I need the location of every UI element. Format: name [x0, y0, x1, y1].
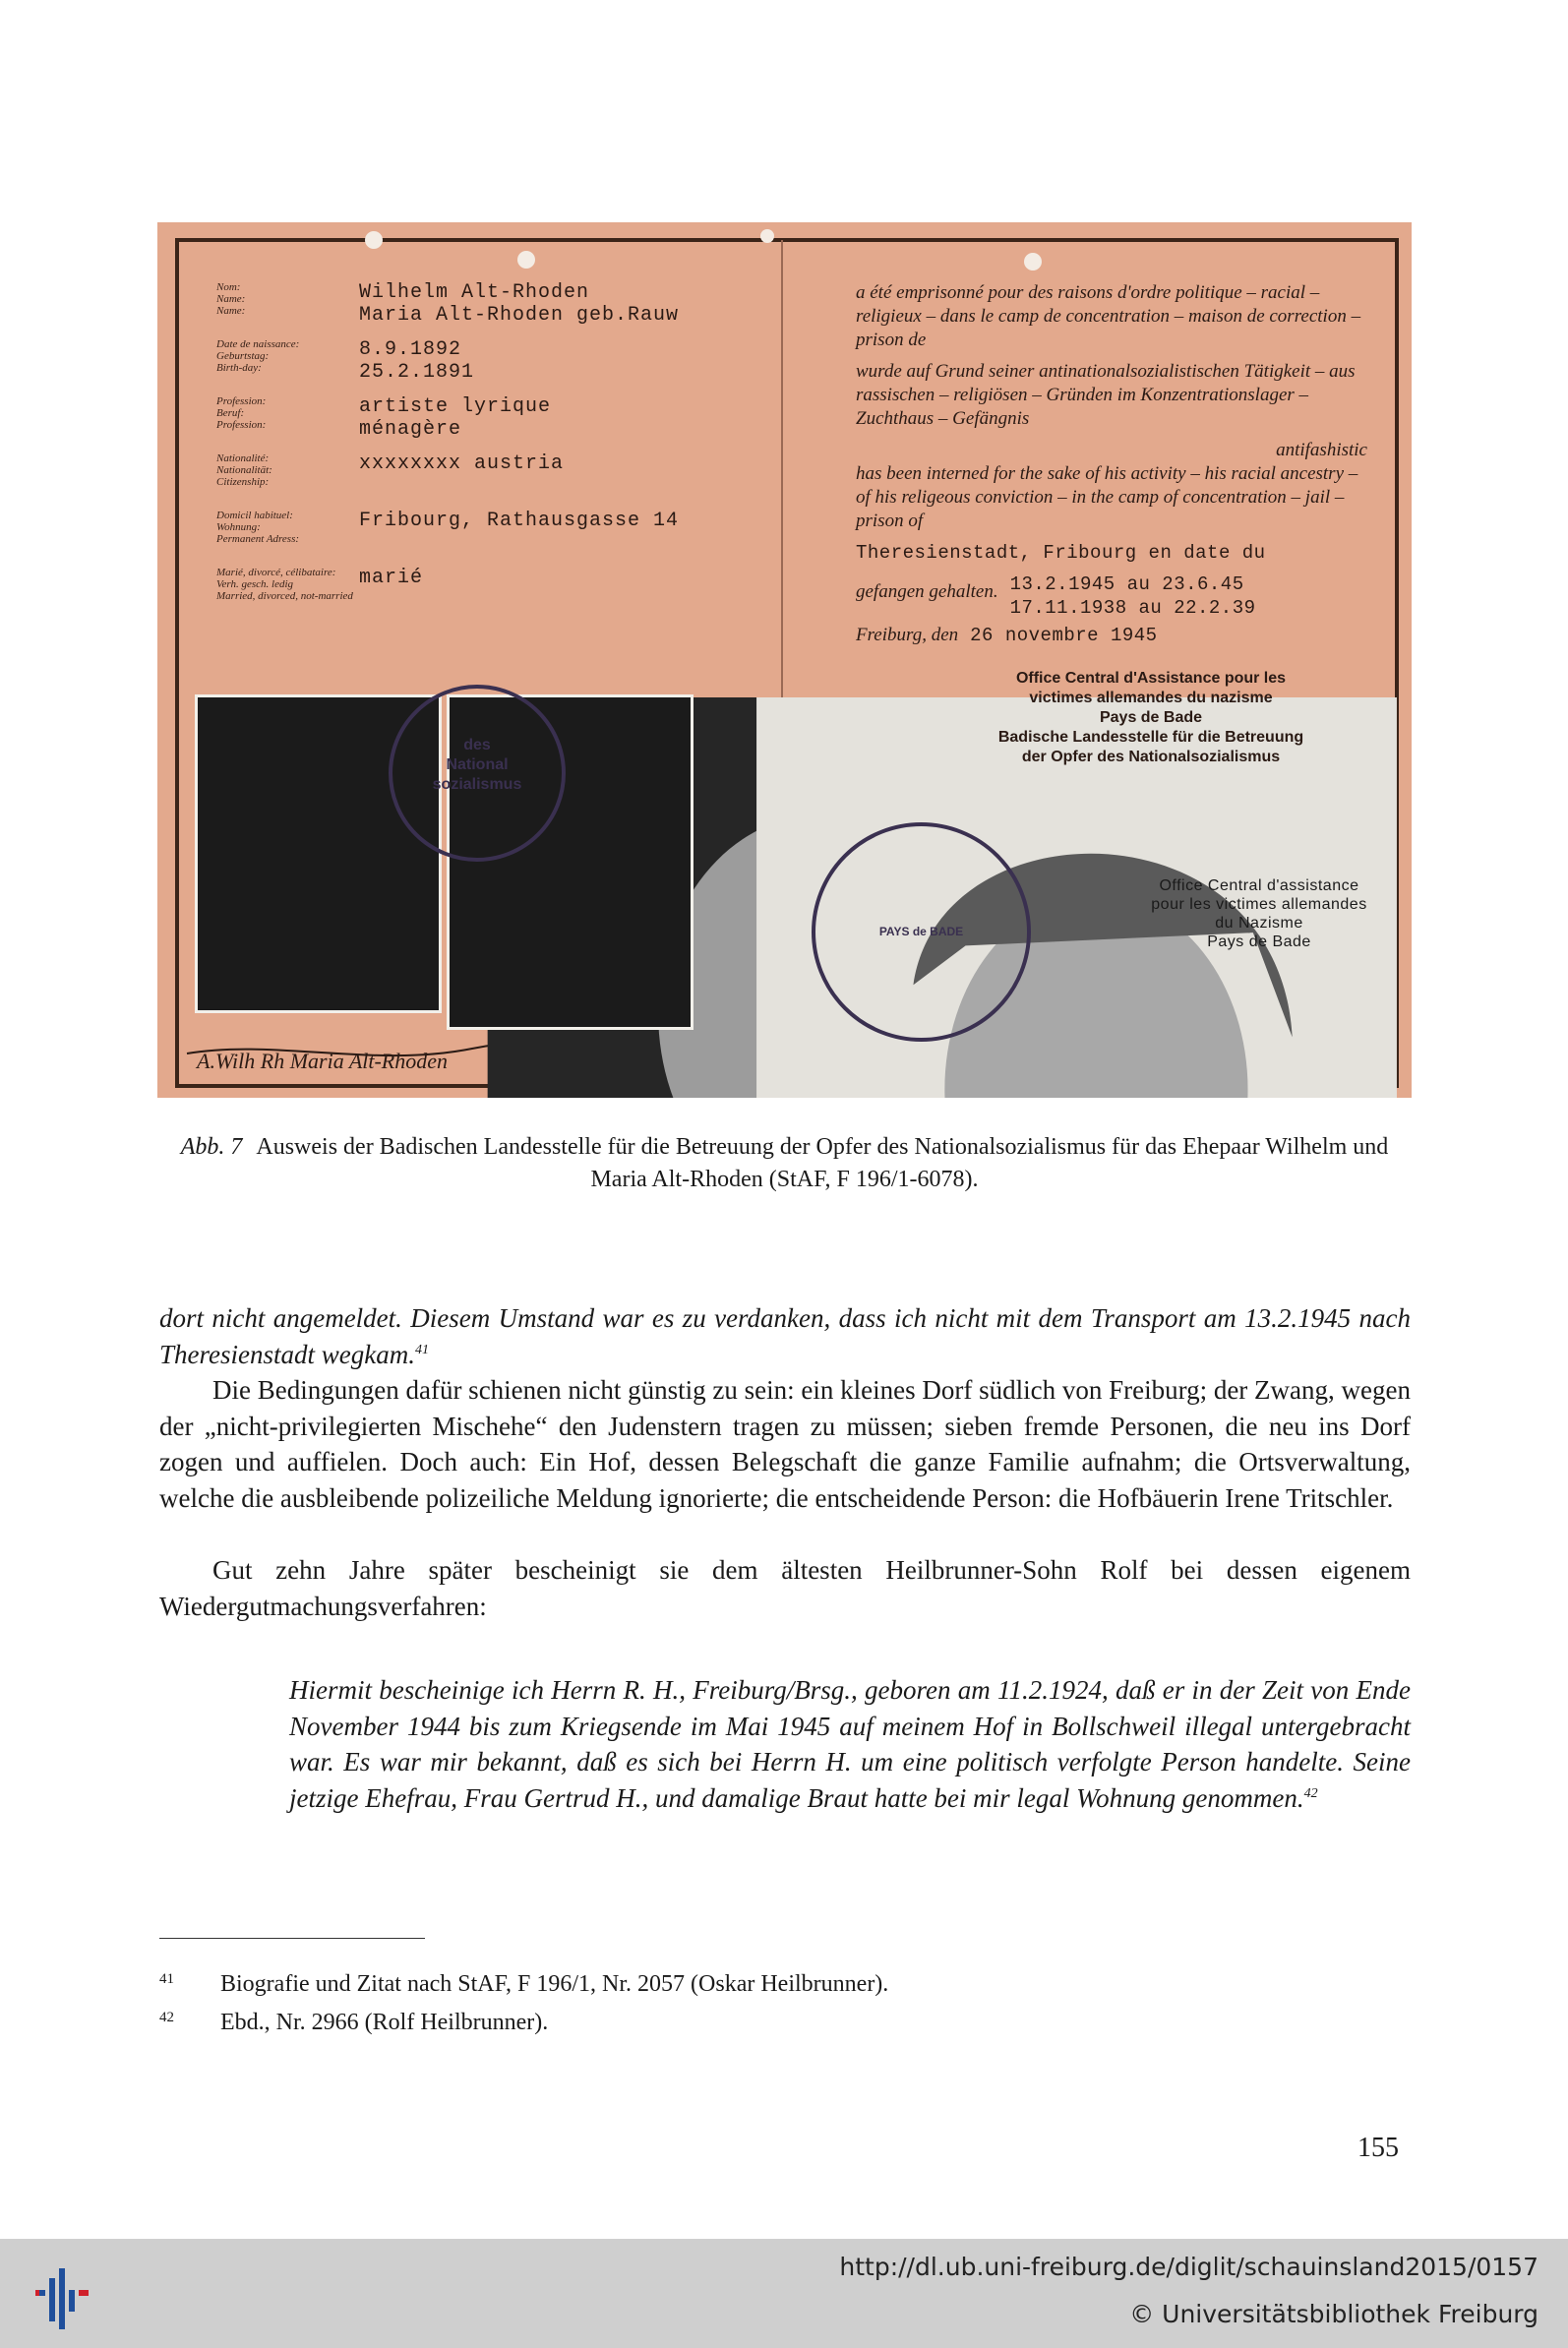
declaration-dates — [856, 569, 1367, 624]
card-row-marital-status — [216, 567, 748, 624]
card-row-birthday — [216, 338, 748, 395]
office-stamp-line: Pays de Bade — [1207, 933, 1311, 950]
card-label: Domicil habituel: Wohnung: Permanent Adress: — [216, 510, 300, 545]
card-row-nationality — [216, 452, 748, 510]
office-line: Badische Landesstelle für die Betreuung — [997, 729, 1304, 746]
card-row-profession — [216, 395, 748, 452]
card-value: artiste lyrique ménagère — [359, 395, 552, 441]
quote-text: Hiermit bescheinige ich Herrn R. H., Freiburg/Brsg., geboren am 11.2.1924, daß er in der Zeit von Ende November 1944 bis zum Kriegsende im Mai 1945 auf meinem Hof in Bollschweil illegal untergebracht war. Es war mir bekannt, daß es sich bei Herrn H. um eine politisch verfolgte Person handelte. Seine jetzige Ehefrau, Frau Gertrud H., und damalige Braut hatte bei mir legal Wohnung genommen. — [289, 1675, 1411, 1813]
footnote-divider — [159, 1938, 425, 1939]
card-label: Nationalité: Nationalität: Citizenship: — [216, 452, 272, 488]
declaration-place: Theresienstadt, Fribourg en date du — [856, 542, 1266, 564]
card-row-name — [216, 281, 748, 338]
footnote-ref[interactable]: 41 — [414, 1342, 429, 1357]
footnote-number: 42 — [159, 2010, 174, 2025]
card-value: Fribourg, Rathausgasse 14 — [359, 510, 680, 532]
footnote-text: Biografie und Zitat nach StAF, F 196/1, Nr. 2057 (Oskar Heilbrunner). — [220, 1971, 889, 1997]
office-line: Office Central d'Assistance pour les — [1015, 670, 1287, 687]
footnote-41 — [159, 1964, 1340, 1999]
card-label: Profession: Beruf: Profession: — [216, 395, 267, 431]
issue-date — [856, 624, 1367, 655]
issue-date-label: Freiburg, den — [856, 625, 959, 645]
office-stamp-line: Office Central d'assistance — [1159, 877, 1359, 894]
footer-bar — [0, 2239, 1568, 2348]
card-value: 8.9.1892 25.2.1891 — [359, 338, 475, 384]
id-card-figure — [157, 222, 1412, 1098]
office-stamp-text — [1102, 876, 1412, 951]
body-paragraph-3: Gut zehn Jahre später bescheinigt sie dem ältesten Heilbrunner-Sohn Rolf bei dessen eigenem Wiedergutmachungsverfahren: — [159, 1555, 1411, 1621]
office-line: victimes allemandes du nazisme — [1029, 690, 1273, 706]
card-value: xxxxxxxx austria — [359, 452, 565, 475]
declaration-english: has been interned for the sake of his activity – his racial ancestry – of his religeous conviction – in the camp of concentration – jail – prison of — [856, 463, 1358, 531]
office-stamp-line: du Nazisme — [1215, 915, 1303, 932]
card-label: Date de naissance: Geburtstag: Birth-day: — [216, 338, 300, 374]
university-logo-icon — [35, 2260, 94, 2329]
footnote-42 — [159, 2003, 1340, 2037]
body-paragraph-1 — [159, 1300, 1411, 1372]
page-number: 155 — [1357, 2133, 1399, 2163]
held-label: gefangen gehalten. — [856, 581, 998, 602]
round-office-stamp — [812, 822, 1031, 1042]
declaration-note: antifashistic — [1276, 440, 1367, 460]
card-declaration — [856, 281, 1367, 767]
footer-url-link[interactable]: http://dl.ub.uni-freiburg.de/diglit/schauinsland2015/0157 — [839, 2253, 1538, 2281]
round-stamp-label: PAYS de BADE — [878, 925, 964, 938]
card-label: Nom: Name: Name: — [216, 281, 246, 317]
card-value: Wilhelm Alt-Rhoden Maria Alt-Rhoden geb.Rauw — [359, 281, 680, 327]
office-line: der Opfer des Nationalsozialismus — [1021, 749, 1281, 765]
block-quote — [289, 1672, 1411, 1816]
office-stamp-line: pour les victimes allemandes — [1151, 896, 1367, 913]
card-label: Marié, divorcé, célibataire: Verh. gesch. ledig Married, divorced, not-married — [216, 567, 353, 602]
office-block — [954, 669, 1348, 767]
caption-text: Ausweis der Badischen Landesstelle für die Betreuung der Opfer des Nationalsozialismus für das Ehepaar Wilhelm und Maria Alt-Rhoden (StAF, F 196/1-6078). — [256, 1134, 1389, 1192]
held-dates: 13.2.1945 au 23.6.45 17.11.1938 au 22.2.39 — [1009, 573, 1256, 619]
declaration-french: a été emprisonné pour des raisons d'ordre politique – racial – religieux – dans le camp de concentration – maison de correction – prison de — [856, 282, 1361, 350]
card-personal-fields — [216, 281, 748, 624]
figure-caption — [167, 1131, 1402, 1196]
declaration-german: wurde auf Grund seiner antinationalsozialistischen Tätigkeit – aus rassischen – religiösen – Gründen im Konzentrationslager – Zuchthaus – Gefängnis — [856, 361, 1356, 429]
body-paragraph-2: Die Bedingungen dafür schienen nicht günstig zu sein: ein kleines Dorf südlich von Freiburg; der Zwang, wegen der „nicht-privilegierten Mischehe“ den Judenstern tragen zu müssen; sieben fremde Personen, die neu ins Dorf zogen und auffielen. Doch auch: Ein Hof, dessen Belegschaft die ganze Familie aufnahm; die Ortsverwaltung, welche die ausbleibende polizeiliche Meldung ignorierte; die entscheidende Person: die Hofbäuerin Irene Tritschler. — [159, 1375, 1411, 1513]
photo-stamp: des National sozialismus — [389, 685, 566, 862]
caption-label: Abb. 7 — [180, 1134, 243, 1160]
footer-copyright: © Universitätsbibliothek Freiburg — [1129, 2300, 1538, 2328]
footnote-number: 41 — [159, 1971, 174, 1987]
footnote-ref[interactable]: 42 — [1303, 1785, 1318, 1801]
office-line: Pays de Bade — [1099, 709, 1203, 726]
svg-text:A.Wilh Rh Maria Alt-Rhode: A.Wilh Rh Maria Alt-Rhoden — [197, 1049, 449, 1073]
footnote-text: Ebd., Nr. 2966 (Rolf Heilbrunner). — [220, 2010, 549, 2035]
paragraph-text: dort nicht angemeldet. Diesem Umstand war es zu verdanken, dass ich nicht mit dem Transport am 13.2.1945 nach Theresienstadt wegkam. — [159, 1303, 1411, 1369]
card-value: marié — [359, 567, 424, 589]
card-row-address — [216, 510, 748, 567]
issue-date-value: 26 novembre 1945 — [970, 625, 1158, 646]
